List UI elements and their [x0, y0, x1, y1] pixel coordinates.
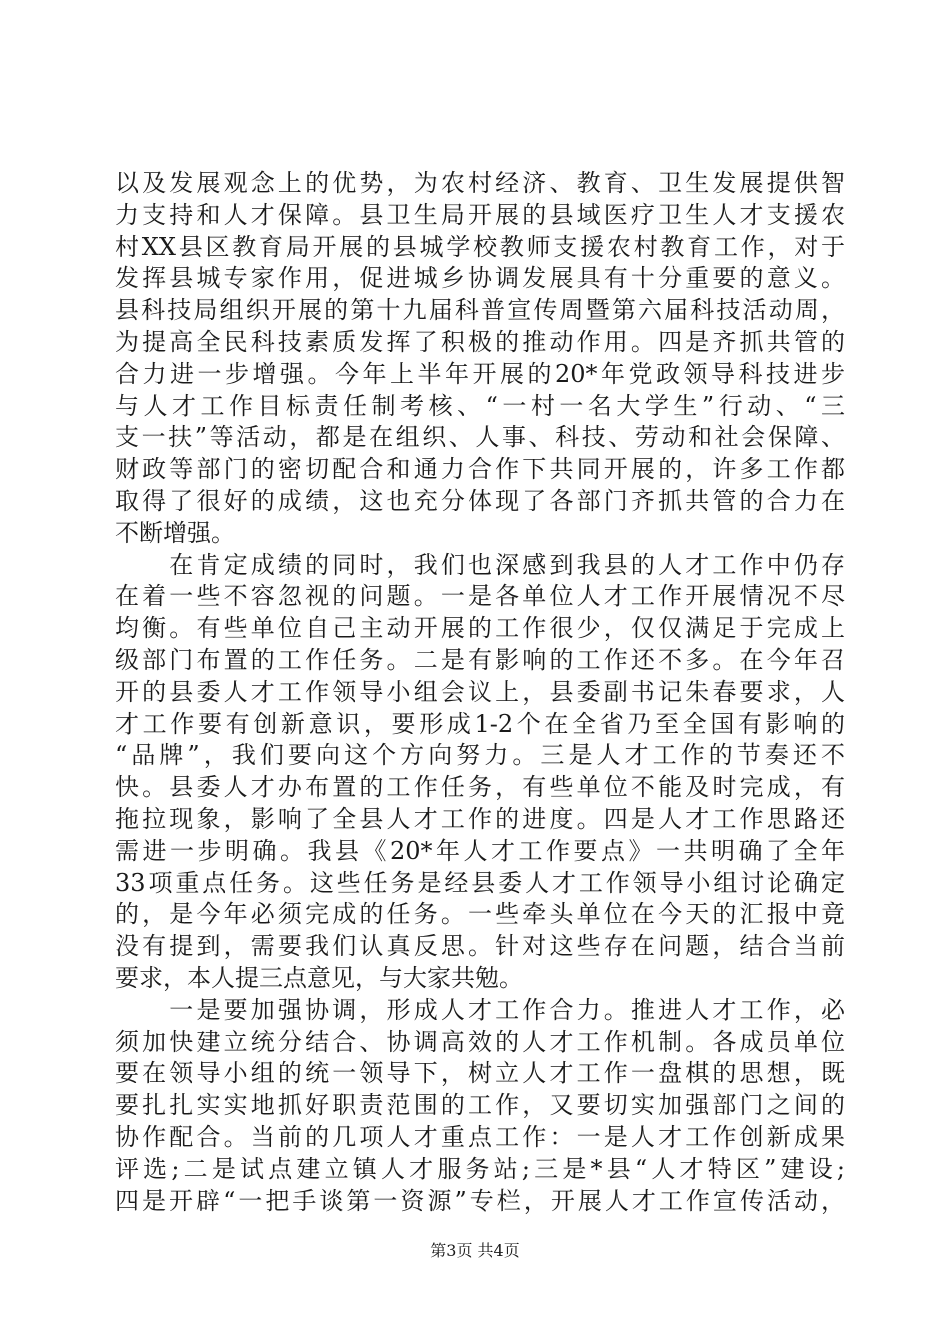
text-line: 均衡。有些单位自己主动开展的工作很少，仅仅满足于完成上: [115, 614, 845, 643]
text-line: 为提高全民科技素质发挥了积极的推动作用。四是齐抓共管的: [115, 327, 845, 356]
text-line: 与人才工作目标责任制考核、“一村一名大学生”行动、“三: [115, 391, 845, 420]
text-line: 拖拉现象，影响了全县人才工作的进度。四是人才工作思路还: [115, 804, 845, 833]
text-line: 要求，本人提三点意见，与大家共勉。: [115, 963, 523, 992]
text-line: 快。县委人才办布置的工作任务，有些单位不能及时完成，有: [115, 773, 845, 802]
text-line: 一是要加强协调，形成人才工作合力。推进人才工作，必: [115, 995, 845, 1024]
text-line: 33项重点任务。这些任务是经县委人才工作领导小组讨论确定: [115, 868, 845, 897]
text-line: 才工作要有创新意识，要形成1-2个在全省乃至全国有影响的: [115, 709, 845, 738]
text-line: 以及发展观念上的优势，为农村经济、教育、卫生发展提供智: [115, 169, 845, 197]
text-line: 评选;二是试点建立镇人才服务站;三是*县“人才特区”建设;: [115, 1154, 845, 1183]
text-line: 需进一步明确。我县《20*年人才工作要点》一共明确了全年: [115, 836, 845, 865]
text-line: 合力进一步增强。今年上半年开展的20*年党政领导科技进步: [115, 359, 845, 388]
text-line: 的，是今年必须完成的任务。一些牵头单位在今天的汇报中竟: [115, 900, 845, 929]
text-line: 财政等部门的密切配合和通力合作下共同开展的，许多工作都: [115, 455, 845, 484]
text-line: 开的县委人才工作领导小组会议上，县委副书记朱春要求，人: [115, 677, 845, 706]
text-line: 级部门布置的工作任务。二是有影响的工作还不多。在今年召: [115, 645, 845, 674]
text-line: 要扎扎实实地抓好职责范围的工作，又要切实加强部门之间的: [115, 1091, 845, 1120]
text-line: 县科技局组织开展的第十九届科普宣传周暨第六届科技活动周，: [115, 296, 845, 325]
text-line: 协作配合。当前的几项人才重点工作：一是人才工作创新成果: [115, 1122, 845, 1151]
text-line: 须加快建立统分结合、协调高效的人才工作机制。各成员单位: [115, 1027, 845, 1056]
text-line: 力支持和人才保障。县卫生局开展的县域医疗卫生人才支援农: [115, 200, 845, 229]
text-line: 在肯定成绩的同时，我们也深感到我县的人才工作中仍存: [115, 550, 845, 579]
text-line: 取得了很好的成绩，这也充分体现了各部门齐抓共管的合力在: [115, 486, 845, 515]
text-line: 要在领导小组的统一领导下，树立人才工作一盘棋的思想，既: [115, 1059, 845, 1088]
text-line: 在着一些不容忽视的问题。一是各单位人才工作开展情况不尽: [115, 582, 845, 611]
text-line: “品牌”，我们要向这个方向努力。三是人才工作的节奏还不: [115, 741, 845, 770]
text-line: 没有提到，需要我们认真反思。针对这些存在问题，结合当前: [115, 932, 845, 961]
page-number-footer: 第3页 共4页: [430, 1241, 520, 1260]
text-line: 发挥县城专家作用，促进城乡协调发展具有十分重要的意义。: [115, 264, 845, 293]
text-line: 村XX县区教育局开展的县城学校教师支援农村教育工作，对于: [115, 232, 845, 261]
body-text: [115, 168, 845, 1217]
text-line: 不断增强。: [115, 518, 235, 547]
text-line: 四是开辟“一把手谈第一资源”专栏，开展人才工作宣传活动，: [115, 1186, 845, 1215]
text-line: 支一扶”等活动，都是在组织、人事、科技、劳动和社会保障、: [115, 423, 845, 452]
